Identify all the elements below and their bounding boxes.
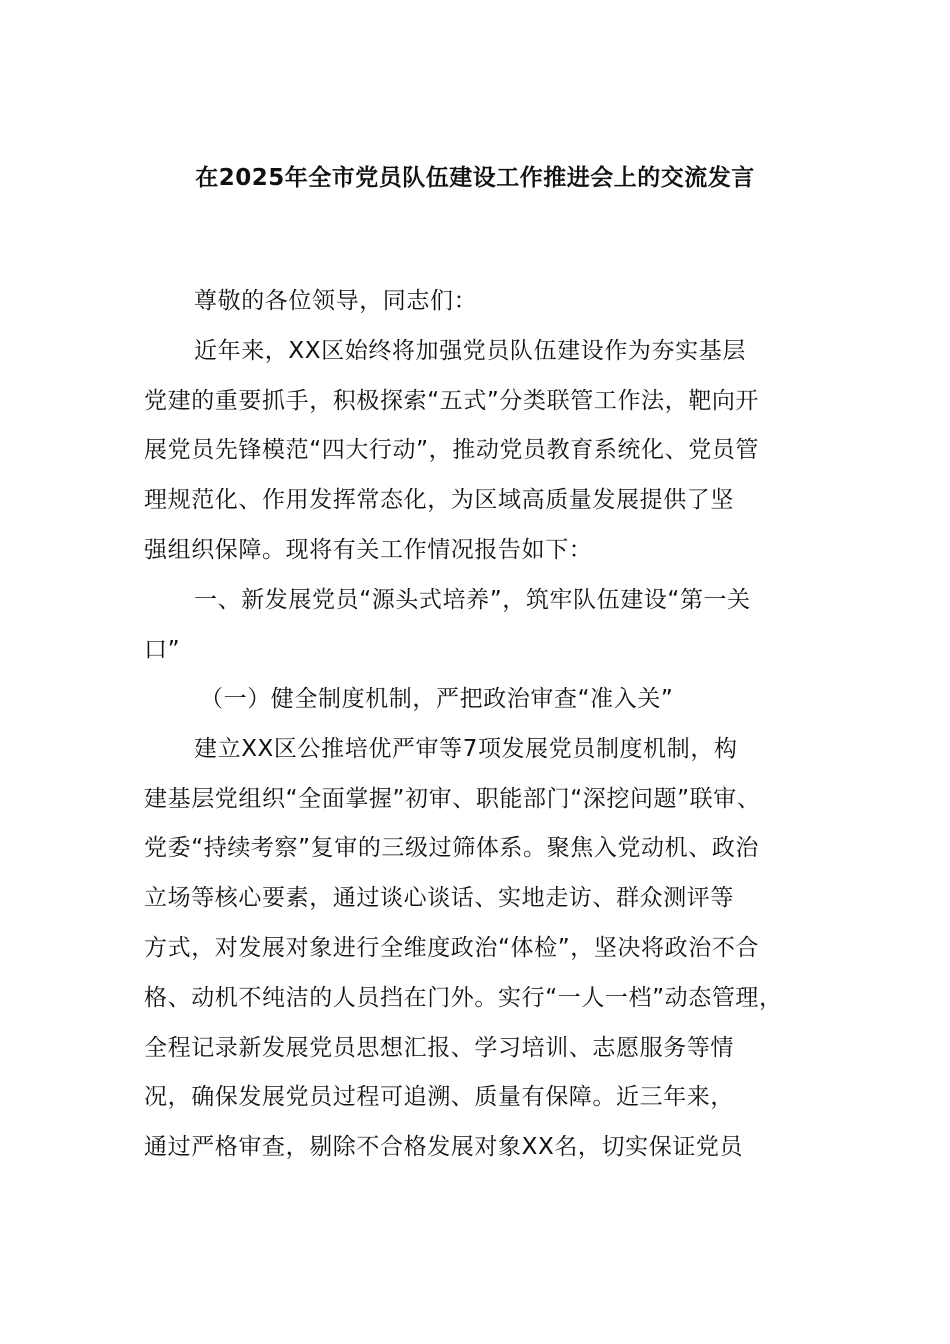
- body-line: 况，确保发展党员过程可追溯、质量有保障。近三年来，: [144, 1084, 734, 1110]
- body-line: 建基层党组织“全面掌握”初审、职能部门“深挖问题”联审、: [144, 786, 761, 812]
- body-line: 全程记录新发展党员思想汇报、学习培训、志愿服务等情: [144, 1035, 734, 1061]
- body-line: 理规范化、作用发挥常态化，为区域高质量发展提供了坚: [144, 487, 734, 513]
- body-line: 党委“持续考察”复审的三级过筛体系。聚焦入党动机、政治: [144, 835, 760, 861]
- body-line: 展党员先锋模范“四大行动”，推动党员教育系统化、党员管: [144, 437, 760, 463]
- body-line: 党建的重要抓手，积极探索“五式”分类联管工作法，靶向开: [144, 388, 760, 414]
- body-line: 建立XX区公推培优严审等7项发展党员制度机制，构: [194, 736, 738, 762]
- body-line: 近年来，XX区始终将加强党员队伍建设作为夯实基层: [194, 338, 746, 364]
- body-line: 方式，对发展对象进行全维度政治“体检”，坚决将政治不合: [144, 935, 760, 961]
- section-heading: 一、新发展党员“源头式培养”，筑牢队伍建设“第一关: [194, 587, 751, 613]
- section-heading: 口”: [144, 637, 181, 663]
- body-line: 立场等核心要素，通过谈心谈话、实地走访、群众测评等: [144, 885, 734, 911]
- salutation: 尊敬的各位领导，同志们：: [194, 288, 478, 314]
- document-title: 在2025年全市党员队伍建设工作推进会上的交流发言: [195, 165, 755, 191]
- body-line: 格、动机不纯洁的人员挡在门外。实行“一人一档”动态管理，: [144, 985, 783, 1011]
- subsection-heading: （一）健全制度机制，严把政治审查“准入关”: [200, 686, 674, 712]
- body-line: 强组织保障。现将有关工作情况报告如下：: [144, 537, 593, 563]
- body-line: 通过严格审查，剔除不合格发展对象XX名，切实保证党员: [144, 1134, 744, 1160]
